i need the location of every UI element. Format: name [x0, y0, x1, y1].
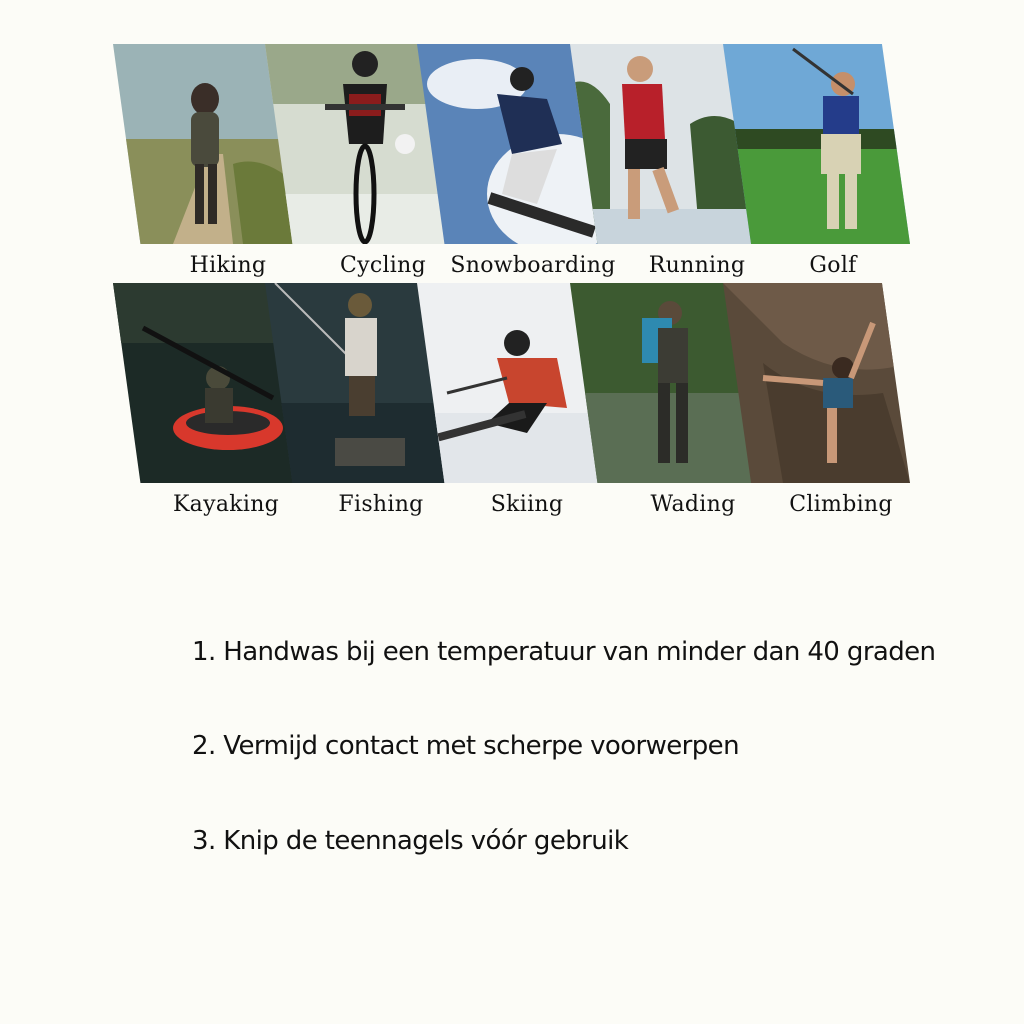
hiking-photo: [113, 44, 296, 244]
activity-label-golf: Golf: [809, 253, 857, 278]
activity-label-skiing: Skiing: [490, 492, 564, 517]
running-photo: [570, 44, 753, 244]
wading-photo: [570, 283, 753, 483]
activity-label-fishing: Fishing: [338, 492, 424, 517]
instruction-2: 2. Vermijd contact met scherpe voorwerpen: [192, 731, 739, 761]
skiing-photo: [417, 283, 600, 483]
activity-label-cycling: Cycling: [339, 253, 427, 278]
activity-label-kayaking: Kayaking: [172, 492, 280, 517]
activity-label-snowboarding: Snowboarding: [450, 253, 616, 278]
activity-label-running: Running: [648, 253, 746, 278]
fishing-photo: [265, 283, 448, 483]
activity-label-climbing: Climbing: [789, 492, 893, 517]
climbing-photo: [723, 283, 910, 483]
activity-photo-strip-bottom: [113, 283, 910, 483]
cycling-photo: [265, 44, 448, 244]
activity-label-wading: Wading: [650, 492, 736, 517]
activity-photo-strip-top: [113, 44, 910, 244]
snowboarding-photo: [417, 44, 600, 244]
golf-photo: [723, 44, 910, 244]
instruction-3: 3. Knip de teennagels vóór gebruik: [192, 826, 629, 856]
instruction-1: 1. Handwas bij een temperatuur van minder dan 40 graden: [192, 637, 936, 667]
activity-label-hiking: Hiking: [189, 253, 267, 278]
kayaking-photo: [113, 283, 296, 483]
